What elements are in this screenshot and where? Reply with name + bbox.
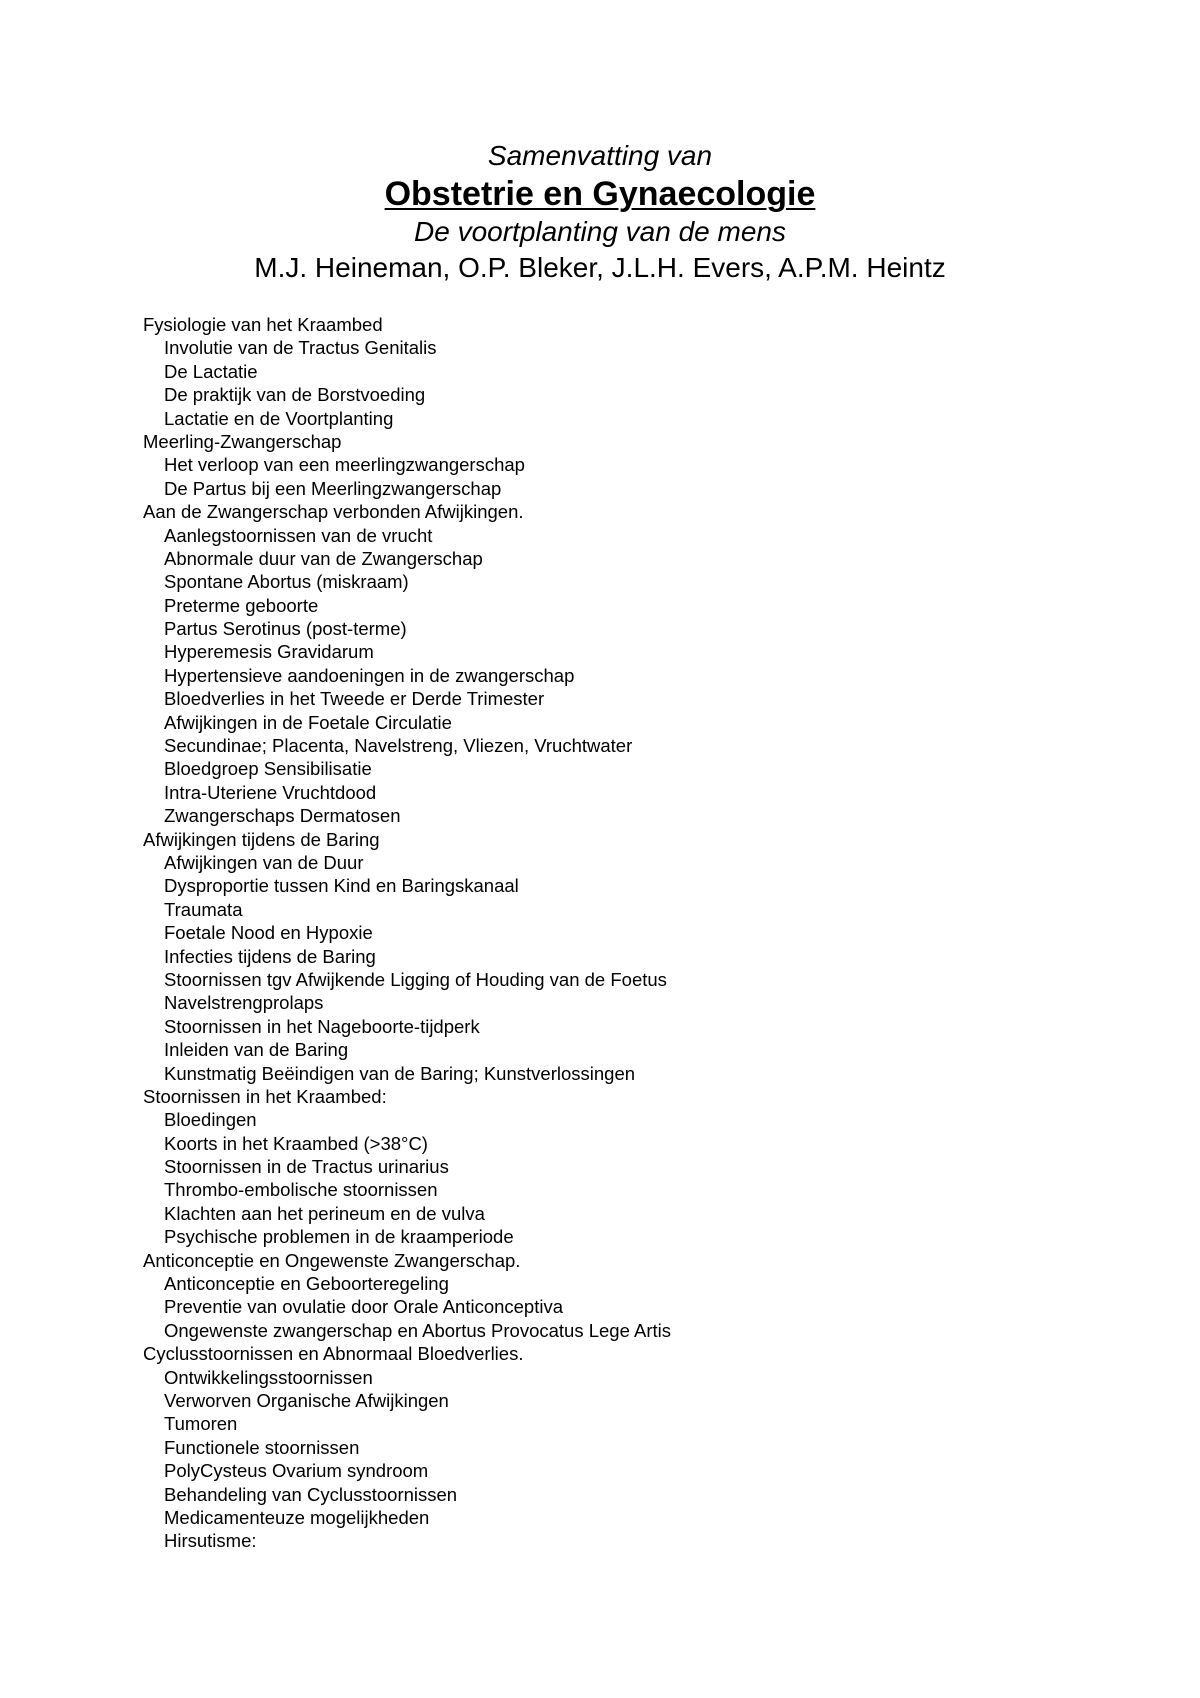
toc-item: Hyperemesis Gravidarum: [164, 641, 374, 663]
toc-item: Bloedverlies in het Tweede er Derde Trimester: [164, 688, 545, 710]
document-header: [0, 138, 1200, 286]
toc-item: Bloedingen: [164, 1109, 257, 1131]
toc-item: Spontane Abortus (miskraam): [164, 571, 409, 593]
toc-item: Anticonceptie en Geboorteregeling: [164, 1273, 449, 1295]
toc-item: Ongewenste zwangerschap en Abortus Provocatus Lege Artis: [164, 1319, 671, 1341]
toc-item: Infecties tijdens de Baring: [164, 945, 376, 967]
toc-item: Partus Serotinus (post-terme): [164, 618, 407, 640]
toc-item: Thrombo-embolische stoornissen: [164, 1179, 438, 1201]
toc-item: Stoornissen tgv Afwijkende Ligging of Houding van de Foetus: [164, 968, 667, 990]
toc-item: Aanlegstoornissen van de vrucht: [164, 524, 433, 546]
toc-item: Traumata: [164, 898, 243, 920]
toc-item: Hirsutisme:: [164, 1530, 257, 1552]
toc-item: Foetale Nood en Hypoxie: [164, 922, 373, 944]
toc-section-title: Aan de Zwangerschap verbonden Afwijkingen.: [143, 501, 524, 523]
toc-item: Involutie van de Tractus Genitalis: [164, 337, 437, 359]
toc-section-title: Anticonceptie en Ongewenste Zwangerschap.: [143, 1249, 521, 1271]
toc-item: Preventie van ovulatie door Orale Anticonceptiva: [164, 1296, 564, 1318]
toc-item: Afwijkingen van de Duur: [164, 851, 364, 873]
toc-item: Intra-Uteriene Vruchtdood: [164, 781, 377, 803]
toc-item: De praktijk van de Borstvoeding: [164, 384, 426, 406]
toc-item: Navelstrengprolaps: [164, 992, 324, 1014]
toc-item: Behandeling van Cyclusstoornissen: [164, 1483, 458, 1505]
toc-section-title: Afwijkingen tijdens de Baring: [143, 828, 380, 850]
toc-section-title: Meerling-Zwangerschap: [143, 430, 342, 452]
pre-title: Samenvatting van: [487, 140, 713, 171]
toc-item: Zwangerschaps Dermatosen: [164, 805, 401, 827]
toc-item: Tumoren: [164, 1413, 238, 1435]
toc-item: Kunstmatig Beëindigen van de Baring; Kunstverlossingen: [164, 1062, 636, 1084]
toc-section-title: Fysiologie van het Kraambed: [143, 314, 383, 335]
toc-item: Hypertensieve aandoeningen in de zwangerschap: [164, 664, 575, 686]
document-subtitle: De voortplanting van de mens: [414, 216, 786, 247]
toc-item: Bloedgroep Sensibilisatie: [164, 758, 372, 780]
document-title: Obstetrie en Gynaecologie: [384, 175, 816, 213]
toc-item: Abnormale duur van de Zwangerschap: [164, 547, 483, 569]
table-of-contents: [143, 313, 1143, 1553]
toc-item: Lactatie en de Voortplanting: [164, 407, 394, 429]
toc-item: PolyCysteus Ovarium syndroom: [164, 1460, 429, 1482]
toc-section-title: Stoornissen in het Kraambed:: [143, 1085, 387, 1107]
toc-item: Medicamenteuze mogelijkheden: [164, 1506, 430, 1528]
toc-item: Ontwikkelingsstoornissen: [164, 1366, 373, 1388]
toc-item: De Partus bij een Meerlingzwangerschap: [164, 477, 502, 499]
authors: M.J. Heineman, O.P. Bleker, J.L.H. Evers, A.P.M. Heintz: [254, 252, 946, 283]
toc-item: Stoornissen in de Tractus urinarius: [164, 1156, 449, 1178]
toc-item: Afwijkingen in de Foetale Circulatie: [164, 711, 452, 733]
toc-item: Preterme geboorte: [164, 594, 319, 616]
toc-item: Inleiden van de Baring: [164, 1039, 349, 1061]
toc-item: Functionele stoornissen: [164, 1436, 360, 1458]
toc-section-title: Cyclusstoornissen en Abnormaal Bloedverlies.: [143, 1343, 524, 1365]
toc-item: Klachten aan het perineum en de vulva: [164, 1202, 485, 1224]
toc-item: Koorts in het Kraambed (>38°C): [164, 1132, 428, 1154]
toc-item: Dysproportie tussen Kind en Baringskanaal: [164, 875, 519, 897]
toc-item: De Lactatie: [164, 360, 258, 382]
toc-item: Secundinae; Placenta, Navelstreng, Vliezen, Vruchtwater: [164, 735, 633, 757]
toc-item: Psychische problemen in de kraamperiode: [164, 1226, 514, 1248]
toc-item: Het verloop van een meerlingzwangerschap: [164, 454, 525, 476]
toc-item: Stoornissen in het Nageboorte-tijdperk: [164, 1015, 480, 1037]
toc-item: Verworven Organische Afwijkingen: [164, 1389, 449, 1411]
